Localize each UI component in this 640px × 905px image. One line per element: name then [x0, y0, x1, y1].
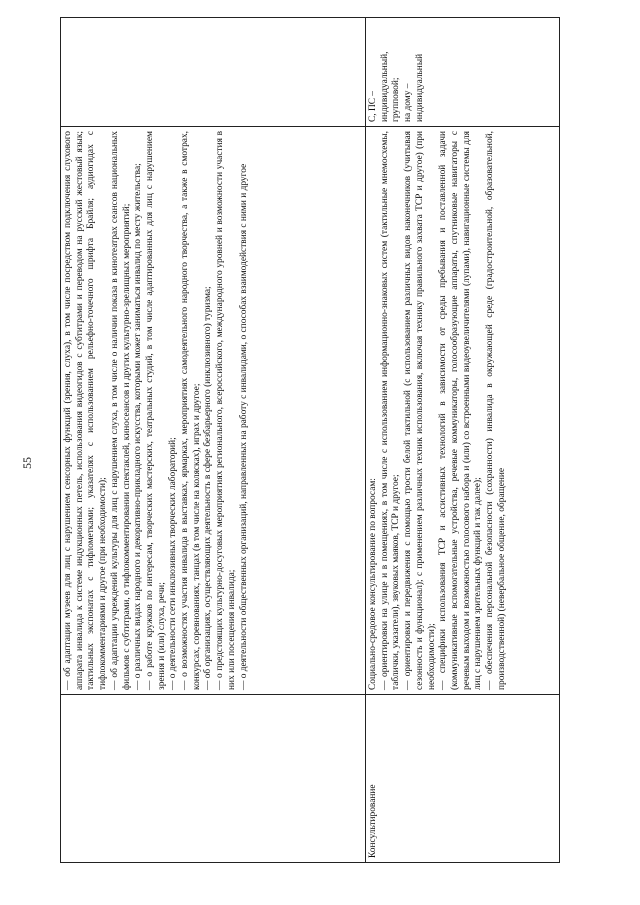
list-item: — об адаптации учреждений культуры для лиц с нарушением слуха, в том числе о наличии показа в кинотеатрах сеансов национальных фильмов с субтитрами, о тифлокомментировании спектаклей, киносеансов и других культурно-зрелищных мероприятий;	[109, 131, 132, 690]
page-number: 55	[20, 457, 34, 469]
service-name-cell: Консультирование	[366, 695, 560, 863]
table-row	[61, 18, 366, 863]
service-form-cell	[61, 18, 366, 127]
service-form-cell	[366, 18, 560, 127]
list-item: — ориентировки и передвижения с помощью трости белой тактильной (с использованием различных видов наконечников (учитывая сезонность и функционал); с применением различных техник использования, включая технику правильного захвата ТСР и другое) (при необходимости);	[403, 131, 437, 690]
list-item: — о предстоящих культурно-досуговых мероприятиях регионального, всероссийского, международного уровней и возможности участия в них или посещения инвалида;	[215, 131, 237, 690]
form-line: индивидуальный,	[379, 51, 390, 122]
form-line: С, ПС –	[368, 91, 378, 122]
form-line: групповой;	[391, 77, 402, 122]
list-item: — специфики использования ТСР и ассистивных технологий в зависимости от среды пребывания и поставленной задачи (коммуникативные вспомогательные устройства, речевые коммуникаторы, голосообразующие аппараты, спутниковые навигаторы с речевым выходом и возможностью голосового набора и (или) со встроенными видеоувеличителями (лупами), навигационные системы для лиц с нарушением зрительных функций и так далее);	[438, 131, 484, 690]
section-lead: Социально-средовое консультирование по вопросам:	[368, 478, 378, 690]
service-name-cell	[61, 695, 366, 863]
service-content-cell	[366, 127, 560, 695]
page-content-rotated	[60, 18, 560, 863]
list-item: — о различных видах народного и декоративно-прикладного искусства, которыми может заниматься инвалид по месту жительства;	[133, 163, 144, 690]
list-item: — об адаптации музеев для лиц с нарушением сенсорных функций (зрения, слуха), в том числе посредством подключения слухового аппарата инвалида к системе индукционных петель, использования видеогидов с субтитрами и переводом на русский жестовый язык; тактильных экспонатах с тифлометками; указателях с использованием рельефно-точечного шрифта Брайля; аудиогидах с тифлокомментариями и другое (при необходимости);	[63, 131, 109, 690]
list-item: — обеспечения персональной безопасности (сохранности) инвалида в окружающей среде (градостроительной, образовательной, производственной) (невербальное общение, обращение	[485, 131, 507, 690]
service-content-cell	[61, 127, 366, 695]
list-item: — ориентировки на улице и в помещениях, в том числе с использованием информационно-знаковых систем (тактильные мнемосхемы, таблички, указатели), звуковых маяков, ТСР и другое;	[379, 131, 402, 690]
list-item: — о работе кружков по интересам, творческих мастерских, театральных студий, в том числе адаптированных для лиц с нарушением зрения и (или) слуха, речи;	[144, 131, 167, 690]
list-item: — о деятельности сети инклюзивных творческих лабораторий;	[168, 437, 179, 690]
form-line: на дому –	[403, 83, 414, 122]
services-table	[60, 17, 560, 863]
list-item: — об организациях, осуществляющих деятельность в сфере безбарьерного (инклюзивного) туризма;	[203, 286, 214, 690]
list-item: — о деятельности общественных организаций, направленных на работу с инвалидами, о способах взаимодействия с ними и другое	[238, 163, 249, 690]
form-line: индивидуальный	[414, 53, 425, 122]
list-item: — о возможностях участия инвалида в выставках, ярмарках, мероприятиях самодеятельного народного творчества, а также в смотрах, конкурсах, соревнованиях, танцах (в том числе на колясках), играх и другое;	[180, 131, 202, 690]
table-row	[366, 18, 560, 863]
